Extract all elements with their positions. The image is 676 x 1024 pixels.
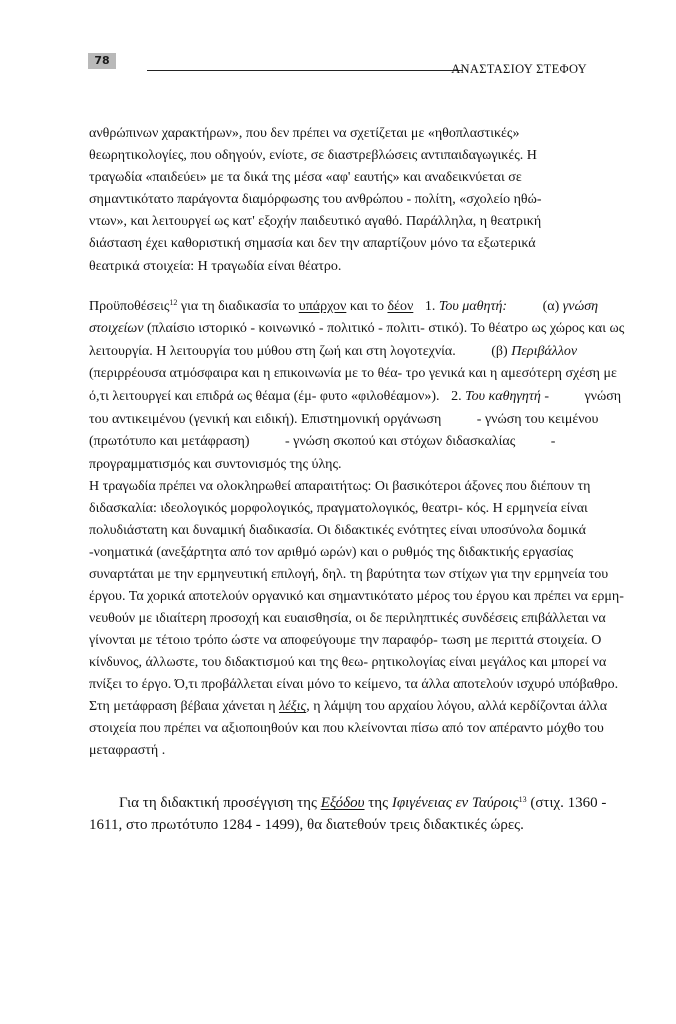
header-rule bbox=[147, 70, 463, 71]
text-line: θεατρικά στοιχεία: Η τραγωδία είναι θέατρο. bbox=[89, 258, 342, 274]
subitem-a: (α) γνώση στοιχείων (πλαίσιο ιστορικό - κοινωνικό - πολιτικό - πολιτι- bbox=[89, 298, 599, 337]
prerequisites-heading: Προϋποθέσεις$^{12}$ για τη διαδικασία το υπάρχον και το δέον bbox=[89, 297, 414, 314]
due-term: δέον bbox=[387, 298, 414, 314]
footnote-ref-12: 12 bbox=[169, 297, 178, 307]
text-line: επιβάλλεται να γίνονται με τέτοιο τρόπο ώστε να αποφεύγουμε την παραφόρ- bbox=[89, 611, 606, 649]
teacher-line: - γνώση του κειμένου (πρωτότυπο και μετάφραση) bbox=[89, 411, 599, 450]
text-line: σημαντικότατο παράγοντα διαμόρφωσης του ανθρώπου - πολίτη, «σχολείο ηθώ- bbox=[89, 192, 542, 208]
list-item-1-heading: 1. Του μαθητή: bbox=[424, 298, 508, 314]
text-line: ντων», και λειτουργεί ως κατ' εξοχήν παιδευτικό αγαθό. Παράλληλα, η θεατρική bbox=[89, 214, 542, 230]
text-line: αποτελούν οργανικό και σημαντικότατο μέρος του έργου και πρέπει να ερμη- bbox=[188, 589, 624, 605]
prerequisites-section bbox=[89, 296, 629, 477]
text-line: διάσταση έχει καθοριστική σημασία και δεν την απαρτίζουν μόνο τα εξωτερικά bbox=[89, 236, 536, 252]
footnote-ref-13: 13 bbox=[518, 795, 527, 805]
subitem-b: (β) Περιβάλλον (περιρρέουσα ατμόσφαιρα και η επικοινωνία με το θέα- bbox=[89, 343, 578, 382]
play-title: Ιφιγένειας εν Ταύροις bbox=[391, 795, 519, 812]
text-line: πρέπει να αξιοποιηθούν και που κλείνονται πίσω από τον απέραντο μόχθο του bbox=[164, 721, 604, 737]
page-number: 78 bbox=[88, 53, 116, 69]
list-item-2-heading: 2. Του καθηγητή - bbox=[451, 389, 549, 405]
text-line: ενότητες είναι υποσύνολα δομικά -νοηματικά (ανεξάρτητα από τον αριθμό bbox=[89, 523, 586, 561]
text-line: Για τη διδακτική προσέγγιση της Εξόδου της Ιφιγένειας εν Ταύροις$^{13}$ (στιχ. bbox=[119, 795, 564, 812]
text-line: κός. Η ερμηνεία είναι πολυδιάστατη και δυναμική διαδικασία. Οι διδακτικές bbox=[89, 501, 588, 539]
teacher-line: γνώση του αντικειμένου (γενική και ειδική). Επιστημονική οργάνωση bbox=[89, 389, 622, 427]
teacher-line: - γνώση σκοπού και στόχων διδασκαλίας bbox=[285, 434, 516, 450]
text-line: νευθούν με ιδιαίτερη προσοχή και ευαισθησία, οι δε περιληπτικές συνδέσεις bbox=[89, 611, 518, 627]
text-line: στικό). Το θέατρο ως χώρος και ως λειτουργία. Η λειτουργία του μύθου στη ζωή bbox=[89, 321, 625, 359]
text-line: επιλογή, δηλ. τη βαρύτητα των στίχων για την ερμηνεία του έργου. Τα χορικά bbox=[89, 567, 609, 605]
paragraph-1 bbox=[89, 123, 629, 278]
text-line: φυτο «φιλοθέαμον»). bbox=[319, 389, 440, 405]
lexis-term: λέξις bbox=[279, 699, 307, 715]
text-line: και στη λογοτεχνία. bbox=[344, 343, 456, 359]
running-head: ΑΝΑΣΤΑΣΙΟΥ ΣΤΕΦΟΥ bbox=[451, 62, 587, 76]
text-line: μεταφραστή . bbox=[89, 743, 166, 759]
text-line: τρο γενικά και η αμεσότερη σχέση με ό,τι λειτουργεί και επιδρά ως θέαμα (έμ- bbox=[89, 366, 617, 405]
text-line: ωρών) και ο ρυθμός της διδακτικής εργασίας συναρτάται με την ερμηνευτική bbox=[89, 545, 573, 583]
text-line: τραγωδία «παιδεύει» με τα δικά της μέσα «αφ' εαυτής» και αναδεικνύεται σε bbox=[89, 170, 522, 186]
existing-term: υπάρχον bbox=[298, 298, 347, 314]
text-line: διέπουν τη διδασκαλία: ιδεολογικός μορφολογικός, πραγματολογικός, θεατρι- bbox=[89, 479, 591, 517]
teacher-line: - προγραμματισμός και συντονισμός της ύλης. bbox=[89, 434, 556, 472]
text-line: μόνο το κείμενο, τα άλλα αποτελούν ισχυρό υπόβαθρο. Στη μετάφραση βέβαια bbox=[89, 677, 619, 715]
paragraph-2 bbox=[89, 476, 629, 762]
page-body bbox=[89, 123, 629, 836]
text-line: Η τραγωδία πρέπει να ολοκληρωθεί απαραιτήτως: Οι βασικότεροι άξονες που bbox=[89, 479, 527, 495]
text-line: θεωρητικολογίες, που οδηγούν, ενίοτε, σε διαστρεβλώσεις αντιπαιδαγωγικές. Η bbox=[89, 148, 537, 164]
text-line: 1360 - 1611, στο πρωτότυπο 1284 - 1499), θα διατεθούν τρεις διδακτικές ώρες. bbox=[89, 795, 607, 834]
text-line: ρητικολογίας είναι μεγάλος και μπορεί να πνίξει το έργο. Ό,τι προβάλλεται είναι bbox=[89, 655, 607, 693]
closing-paragraph bbox=[89, 792, 629, 836]
text-line: τωση με περιττά στοιχεία. Ο κίνδυνος, άλλωστε, του διδακτισμού και της θεω- bbox=[89, 633, 602, 671]
text-line: ανθρώπινων χαρακτήρων», που δεν πρέπει να σχετίζεται με «ηθοπλαστικές» bbox=[89, 126, 520, 141]
exodos-term: Εξόδου bbox=[320, 795, 365, 812]
text-line: χάνεται η λέξις, η λάμψη του αρχαίου λόγου, αλλά κερδίζονται άλλα στοιχεία που bbox=[89, 699, 608, 737]
